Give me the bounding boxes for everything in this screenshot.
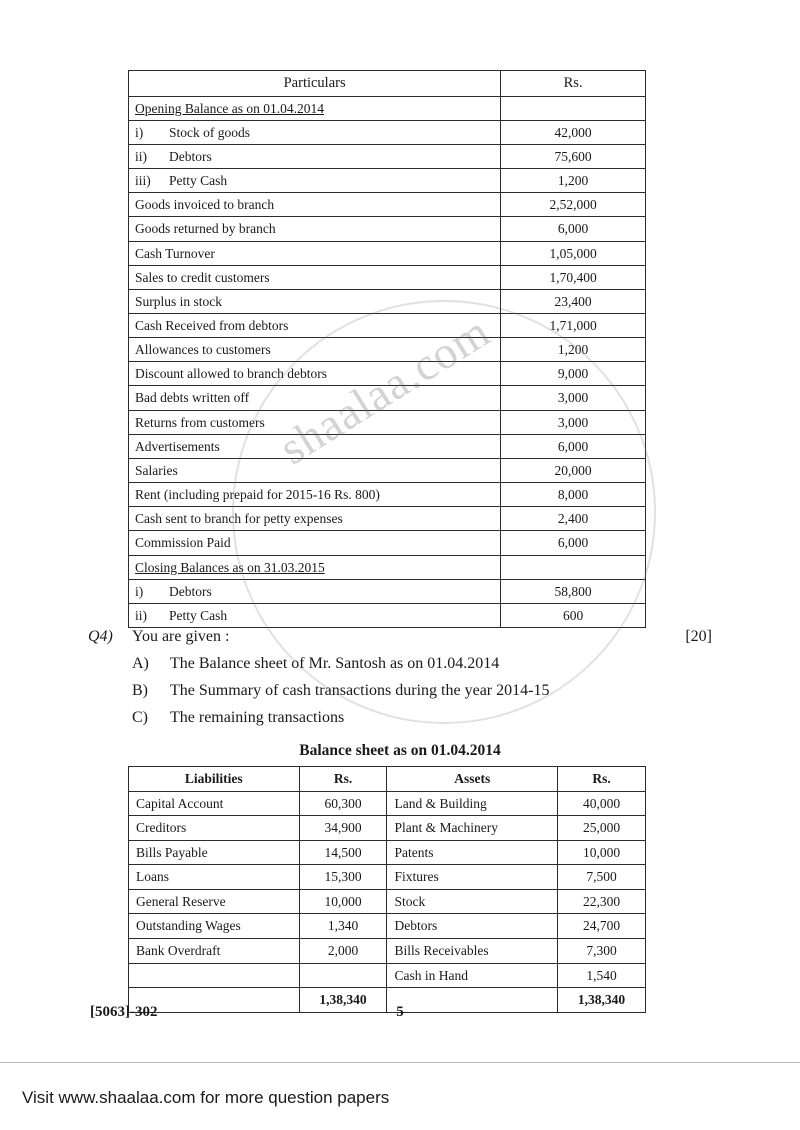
table-row	[129, 96, 646, 120]
row-label	[129, 193, 501, 217]
row-amount	[501, 555, 646, 579]
row-label-text: Closing Balances as on 31.03.2015	[135, 559, 325, 575]
visit-note: Visit www.shaalaa.com for more question papers	[22, 1088, 390, 1107]
row-amount: 9,000	[501, 362, 646, 386]
table-row	[129, 434, 646, 458]
cell-asset-amount: 10,000	[558, 840, 646, 865]
row-amount: 2,400	[501, 507, 646, 531]
cell-asset: Stock	[387, 889, 558, 914]
cell-asset: Fixtures	[387, 865, 558, 890]
column-header-liabilities: Liabilities	[129, 767, 300, 792]
cell-liability: Bank Overdraft	[129, 938, 300, 963]
balance-sheet-title: Balance sheet as on 01.04.2014	[299, 742, 501, 759]
row-label	[129, 458, 501, 482]
table-row	[129, 483, 646, 507]
cell-total-liability-amount: 1,38,340	[299, 988, 387, 1013]
row-amount: 3,000	[501, 386, 646, 410]
table-row	[129, 603, 646, 627]
row-amount: 1,05,000	[501, 241, 646, 265]
column-header-rs-assets: Rs.	[558, 767, 646, 792]
paper-code: [5063]-302	[90, 1004, 158, 1020]
cell-asset-amount: 24,700	[558, 914, 646, 939]
row-label	[129, 483, 501, 507]
table-row	[129, 410, 646, 434]
cell-asset: Bills Receivables	[387, 938, 558, 963]
cell-asset: Land & Building	[387, 791, 558, 816]
row-number: i)	[135, 583, 144, 599]
row-label	[129, 507, 501, 531]
table-row	[129, 313, 646, 337]
table-row	[129, 217, 646, 241]
question-item-text: The Balance sheet of Mr. Santosh as on 01.04.2014	[170, 655, 500, 672]
table-row	[129, 791, 646, 816]
question-block	[88, 628, 712, 736]
question-tag: Q4)	[88, 628, 113, 645]
row-label-text: Discount allowed to branch debtors	[135, 366, 327, 382]
row-label-text: Opening Balance as on 01.04.2014	[135, 100, 324, 116]
question-item-tag: A)	[132, 655, 149, 672]
row-label-text: Petty Cash	[169, 607, 228, 623]
table-row	[129, 579, 646, 603]
table-row	[129, 144, 646, 168]
row-label-text: Goods returned by branch	[135, 221, 276, 237]
column-header-rs: Rs.	[501, 71, 646, 97]
table-row	[129, 889, 646, 914]
cell-asset-amount: 1,540	[558, 963, 646, 988]
particulars-table-wrapper	[128, 70, 646, 628]
row-number: ii)	[135, 148, 147, 164]
row-amount: 2,52,000	[501, 193, 646, 217]
row-amount: 1,200	[501, 338, 646, 362]
cell-liability: General Reserve	[129, 889, 300, 914]
row-label-text: Rent (including prepaid for 2015-16 Rs. 800)	[135, 487, 380, 503]
cell-asset-amount: 22,300	[558, 889, 646, 914]
row-label-text: Allowances to customers	[135, 342, 271, 358]
row-label-text: Surplus in stock	[135, 293, 223, 309]
cell-liability-amount: 10,000	[299, 889, 387, 914]
cell-asset: Cash in Hand	[387, 963, 558, 988]
table-row	[129, 963, 646, 988]
table-row	[129, 193, 646, 217]
balance-sheet-wrapper	[128, 766, 646, 1013]
row-amount: 3,000	[501, 410, 646, 434]
row-amount: 1,200	[501, 169, 646, 193]
particulars-table	[128, 70, 646, 628]
row-label-text: Cash sent to branch for petty expenses	[135, 511, 343, 527]
table-row	[129, 362, 646, 386]
question-items	[132, 655, 712, 727]
cell-liability-amount: 2,000	[299, 938, 387, 963]
row-label	[129, 144, 501, 168]
row-label-text: Advertisements	[135, 438, 220, 454]
question-item	[132, 655, 712, 673]
row-label	[129, 531, 501, 555]
row-amount: 6,000	[501, 531, 646, 555]
column-header-assets: Assets	[387, 767, 558, 792]
row-number: i)	[135, 124, 144, 140]
row-amount: 6,000	[501, 434, 646, 458]
table-row	[129, 458, 646, 482]
table-row	[129, 938, 646, 963]
table-row	[129, 338, 646, 362]
row-label-text: Cash Turnover	[135, 245, 215, 261]
row-amount: 58,800	[501, 579, 646, 603]
question-text: You are given :	[132, 628, 230, 645]
row-label	[129, 338, 501, 362]
table-header-row	[129, 767, 646, 792]
row-label-text: Bad debts written off	[135, 390, 250, 406]
cell-asset-amount: 25,000	[558, 816, 646, 841]
cell-liability: Outstanding Wages	[129, 914, 300, 939]
cell-liability-amount: 34,900	[299, 816, 387, 841]
cell-liability	[129, 963, 300, 988]
row-label	[129, 434, 501, 458]
table-row	[129, 507, 646, 531]
footer-divider	[0, 1062, 800, 1063]
row-amount: 20,000	[501, 458, 646, 482]
table-row	[129, 120, 646, 144]
table-row	[129, 531, 646, 555]
cell-liability-amount	[299, 963, 387, 988]
row-label-text: Stock of goods	[169, 124, 250, 140]
cell-liability-amount: 60,300	[299, 791, 387, 816]
cell-asset-amount: 7,500	[558, 865, 646, 890]
row-label-text: Petty Cash	[169, 173, 228, 189]
cell-liability-amount: 14,500	[299, 840, 387, 865]
row-label	[129, 555, 501, 579]
row-label-text: Cash Received from debtors	[135, 317, 289, 333]
row-label	[129, 265, 501, 289]
cell-total-asset-amount: 1,38,340	[558, 988, 646, 1013]
cell-asset: Patents	[387, 840, 558, 865]
cell-asset: Plant & Machinery	[387, 816, 558, 841]
row-label-text: Debtors	[169, 148, 212, 164]
row-amount	[501, 96, 646, 120]
row-label-text: Sales to credit customers	[135, 269, 270, 285]
row-label-text: Debtors	[169, 583, 212, 599]
balance-sheet-table	[128, 766, 646, 1013]
question-item-text: The remaining transactions	[170, 709, 345, 726]
row-label-text: Goods invoiced to branch	[135, 197, 275, 213]
row-label	[129, 410, 501, 434]
question-item	[132, 709, 712, 727]
question-headline	[88, 628, 712, 646]
row-amount: 600	[501, 603, 646, 627]
row-label	[129, 386, 501, 410]
row-amount: 6,000	[501, 217, 646, 241]
cell-liability: Bills Payable	[129, 840, 300, 865]
row-amount: 42,000	[501, 120, 646, 144]
row-label	[129, 96, 501, 120]
row-label	[129, 362, 501, 386]
row-label	[129, 313, 501, 337]
row-number: ii)	[135, 607, 147, 623]
cell-liability-amount: 1,340	[299, 914, 387, 939]
row-number: iii)	[135, 173, 151, 189]
table-row	[129, 265, 646, 289]
cell-liability-amount: 15,300	[299, 865, 387, 890]
row-label	[129, 169, 501, 193]
row-amount: 23,400	[501, 289, 646, 313]
watermark-text: shaalaa.com	[270, 305, 499, 475]
row-label	[129, 579, 501, 603]
cell-liability: Creditors	[129, 816, 300, 841]
cell-asset: Debtors	[387, 914, 558, 939]
row-amount: 1,71,000	[501, 313, 646, 337]
table-row	[129, 241, 646, 265]
question-item-tag: C)	[132, 709, 148, 726]
row-label-text: Salaries	[135, 462, 178, 478]
row-label	[129, 289, 501, 313]
table-row	[129, 169, 646, 193]
table-header-row	[129, 71, 646, 97]
row-amount: 1,70,400	[501, 265, 646, 289]
row-label-text: Commission Paid	[135, 535, 231, 551]
table-row	[129, 386, 646, 410]
column-header-rs-liabilities: Rs.	[299, 767, 387, 792]
question-item-text: The Summary of cash transactions during the year 2014-15	[170, 682, 550, 699]
page-number: 5	[396, 1004, 404, 1020]
cell-liability: Capital Account	[129, 791, 300, 816]
question-marks: [20]	[685, 628, 712, 645]
cell-asset-amount: 7,300	[558, 938, 646, 963]
table-row	[129, 555, 646, 579]
row-label	[129, 603, 501, 627]
row-label	[129, 241, 501, 265]
cell-liability: Loans	[129, 865, 300, 890]
row-label-text: Returns from customers	[135, 414, 265, 430]
question-item	[132, 682, 712, 700]
table-row	[129, 289, 646, 313]
table-row	[129, 865, 646, 890]
question-item-tag: B)	[132, 682, 148, 699]
row-label	[129, 217, 501, 241]
cell-asset-amount: 40,000	[558, 791, 646, 816]
column-header-particulars: Particulars	[129, 71, 501, 97]
row-amount: 8,000	[501, 483, 646, 507]
row-label	[129, 120, 501, 144]
table-row	[129, 840, 646, 865]
row-amount: 75,600	[501, 144, 646, 168]
table-row	[129, 816, 646, 841]
table-row	[129, 914, 646, 939]
